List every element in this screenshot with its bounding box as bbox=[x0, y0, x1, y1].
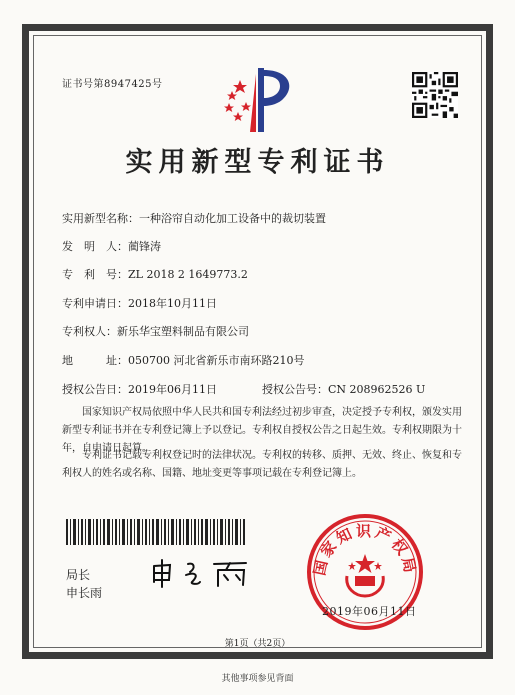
field-label: 地 址： bbox=[62, 354, 128, 367]
field-label: 授权公告号： bbox=[262, 383, 328, 396]
field-utility-model-name bbox=[62, 210, 326, 226]
signer-name: 申长雨 bbox=[66, 586, 103, 600]
field-label: 发 明 人： bbox=[62, 240, 128, 253]
field-label: 专 利 号： bbox=[62, 268, 128, 281]
field-value: 一种浴帘自动化加工设备中的裁切装置 bbox=[139, 212, 326, 225]
field-grant-number bbox=[262, 381, 425, 397]
field-value: 蔺锋涛 bbox=[128, 240, 161, 253]
field-value: 2018年10月11日 bbox=[128, 297, 217, 310]
patent-office-emblem-icon bbox=[218, 58, 300, 136]
field-label: 实用新型名称： bbox=[62, 212, 139, 225]
legal-status-paragraph: 专利证书记载专利权登记时的法律状况。专利权的转移、质押、无效、终止、恢复和专利权人的姓名或名称、国籍、地址变更等事项记载在专利登记簿上。 bbox=[62, 450, 462, 479]
handwritten-signature bbox=[148, 558, 253, 588]
national-emblem-icon bbox=[347, 554, 384, 596]
field-label: 专利权人： bbox=[62, 325, 117, 338]
field-value: ZL 2018 2 1649773.2 bbox=[128, 268, 248, 281]
field-address bbox=[62, 352, 304, 368]
field-value: 050700 河北省新乐市南环路210号 bbox=[128, 354, 305, 367]
field-value: CN 208962526 U bbox=[328, 383, 426, 396]
certificate-title: 实用新型专利证书 bbox=[125, 147, 390, 178]
field-filing-date bbox=[62, 295, 217, 311]
signer-title: 局长 bbox=[66, 568, 91, 582]
field-label: 授权公告日： bbox=[62, 383, 128, 396]
field-inventor bbox=[62, 238, 161, 254]
field-grant-date bbox=[62, 381, 217, 397]
page-number: 第1页（共2页） bbox=[224, 639, 291, 649]
field-value: 新乐华宝塑料制品有限公司 bbox=[117, 325, 249, 338]
certificate-number: 证书号第8947425号 bbox=[62, 79, 163, 90]
field-patentee bbox=[62, 323, 249, 339]
footer-note: 其他事项参见背面 bbox=[221, 674, 294, 684]
field-patent-number bbox=[62, 266, 248, 282]
field-label: 专利申请日： bbox=[62, 297, 128, 310]
seal-date: 2019年06月11日 bbox=[322, 605, 417, 618]
seal-text: 国家知识产权局 bbox=[310, 522, 420, 578]
barcode-icon bbox=[66, 519, 246, 545]
grant-statement-paragraph: 国家知识产权局依照中华人民共和国专利法经过初步审查，决定授予专利权，颁发实用新型专利证书并在专利登记簿上予以登记。专利权自授权公告之日起生效。专利权期限为十年，自申请日起算。 bbox=[62, 407, 462, 454]
qr-code-icon bbox=[412, 72, 458, 118]
field-value: 2019年06月11日 bbox=[128, 383, 217, 396]
